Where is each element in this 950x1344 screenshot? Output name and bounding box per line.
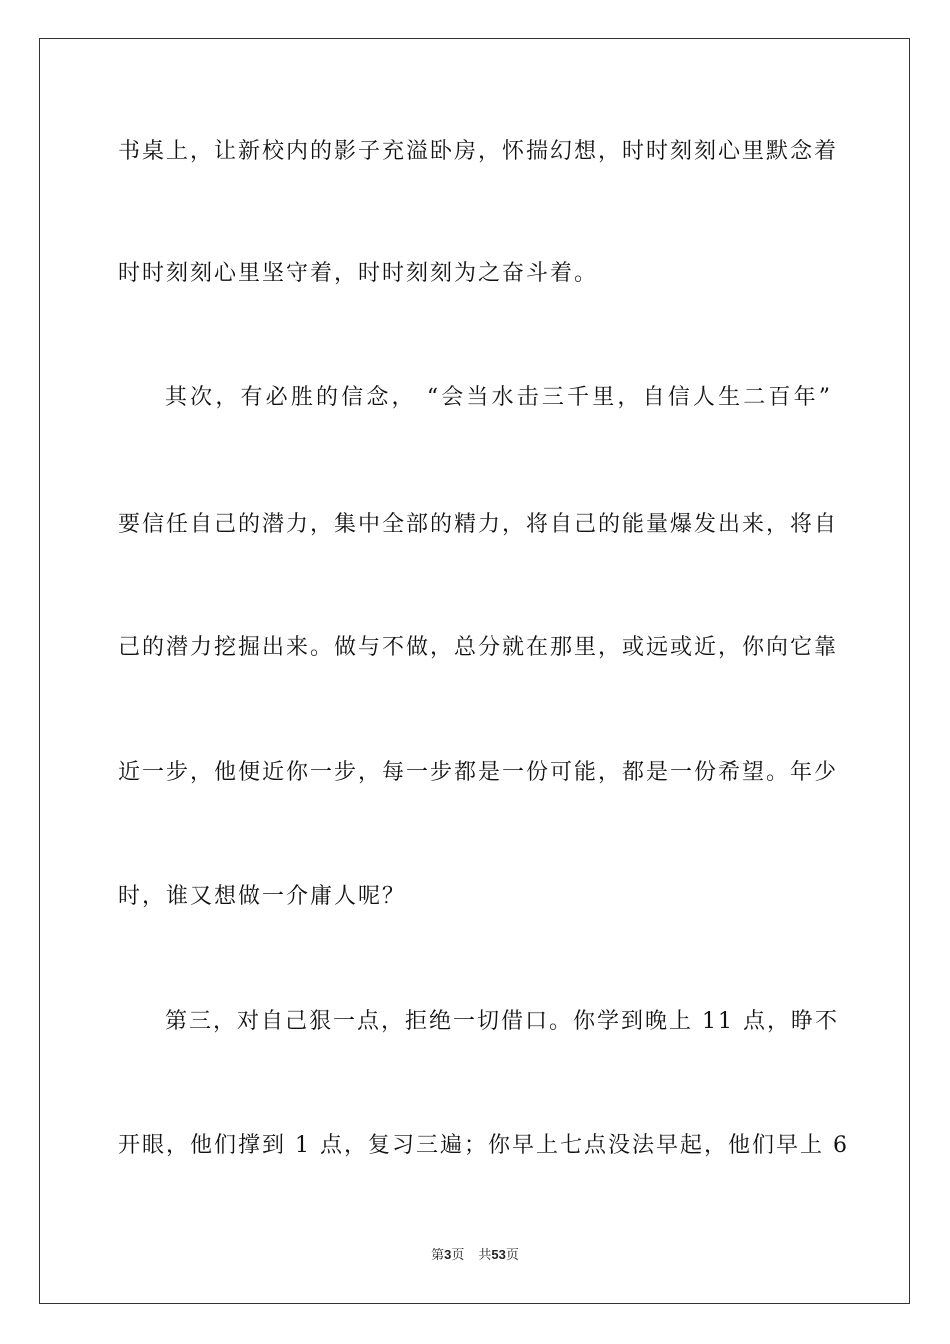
body-text-line-2: 时时刻刻心里坚守着，时时刻刻为之奋斗着。 xyxy=(118,261,599,286)
footer-page-prefix: 第 xyxy=(431,1248,445,1263)
page-footer xyxy=(0,1247,950,1264)
body-text-line-9: 开眼，他们撑到 1 点，复习三遍；你早上七点没法早起，他们早上 6 xyxy=(118,1133,849,1158)
footer-page-number: 3 xyxy=(444,1247,452,1262)
footer-total-suffix: 页 xyxy=(505,1248,519,1263)
footer-page-suffix: 页 xyxy=(451,1248,465,1263)
body-text-line-1: 书桌上，让新校内的影子充溢卧房，怀揣幻想，时时刻刻心里默念着 xyxy=(118,139,839,164)
footer-total-prefix: 共 xyxy=(478,1248,492,1263)
page-border xyxy=(39,38,910,1304)
body-text-line-7: 时，谁又想做一介庸人呢？ xyxy=(118,884,407,909)
body-text-line-3: 其次，有必胜的信念， “会当水击三千里，自信人生二百年” xyxy=(165,385,832,410)
body-text-line-4: 要信任自己的潜力，集中全部的精力，将自己的能量爆发出来，将自 xyxy=(118,512,839,537)
footer-total-pages: 53 xyxy=(491,1247,506,1262)
body-text-line-6: 近一步，他便近你一步，每一步都是一份可能，都是一份希望。年少 xyxy=(118,760,839,785)
body-text-line-8: 第三，对自己狠一点，拒绝一切借口。你学到晚上 11 点，睁不 xyxy=(165,1009,839,1034)
body-text-line-5: 己的潜力挖掘出来。做与不做，总分就在那里，或远或近，你向它靠 xyxy=(118,635,839,660)
